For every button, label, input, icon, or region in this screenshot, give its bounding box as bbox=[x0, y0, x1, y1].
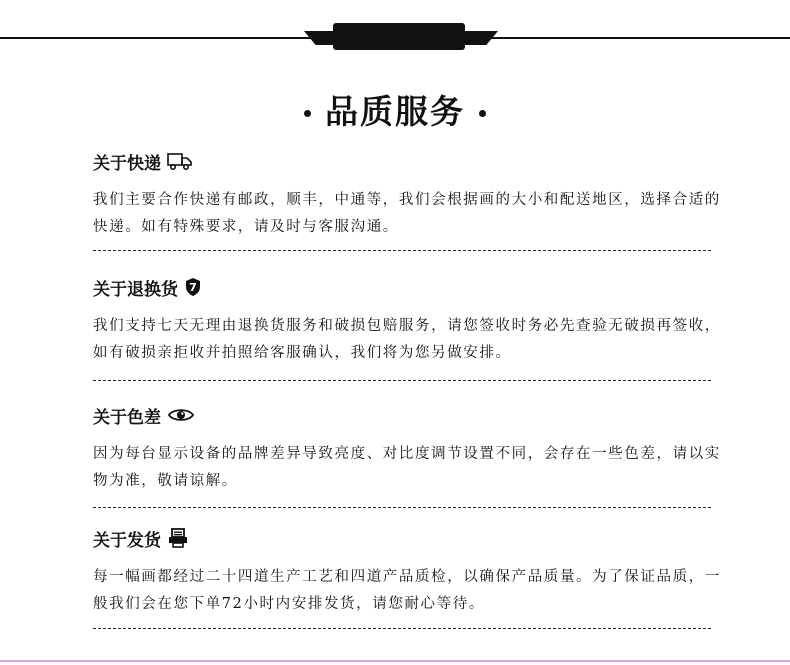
page-title bbox=[0, 86, 790, 133]
section-heading-text: 关于色差 bbox=[93, 407, 161, 428]
title-dot-left bbox=[304, 110, 311, 117]
section-heading bbox=[93, 149, 713, 173]
section-shipping bbox=[93, 149, 721, 241]
section-heading-text: 关于退换货 bbox=[93, 279, 178, 300]
section-divider bbox=[93, 507, 711, 508]
section-delivery bbox=[93, 526, 721, 618]
header-tab-cap bbox=[333, 23, 465, 50]
section-divider bbox=[93, 628, 711, 629]
section-heading bbox=[93, 526, 713, 550]
eye-icon bbox=[167, 406, 195, 424]
truck-icon bbox=[167, 151, 193, 171]
section-body: 我们主要合作快递有邮政，顺丰，中通等，我们会根据画的大小和配送地区，选择合适的快递。如有特殊要求，请及时与客服沟通。 bbox=[93, 192, 721, 235]
printer-icon bbox=[167, 528, 189, 548]
section-heading-text: 关于发货 bbox=[93, 530, 161, 551]
section-returns bbox=[93, 275, 721, 367]
section-heading-text: 关于快递 bbox=[93, 153, 161, 174]
section-body: 我们支持七天无理由退换货服务和破损包赔服务，请您签收时务必先查验无破损再签收，如有破损亲拒收并拍照给客服确认，我们将为您另做安排。 bbox=[93, 318, 721, 361]
section-heading bbox=[93, 275, 713, 299]
section-body: 每一幅画都经过二十四道生产工艺和四道产品质检，以确保产品质量。为了保证品质，一般我们会在您下单72小时内安排发货，请您耐心等待。 bbox=[93, 569, 721, 612]
page-title-text: 品质服务 bbox=[325, 92, 465, 131]
section-color-difference bbox=[93, 403, 721, 495]
section-divider bbox=[93, 250, 711, 251]
section-body: 因为每台显示设备的品牌差异导致亮度、对比度调节设置不同，会存在一些色差，请以实物为准，敬请谅解。 bbox=[93, 446, 721, 489]
section-divider bbox=[93, 380, 711, 381]
shield-seven-icon bbox=[184, 277, 202, 297]
shield-seven-icon-text: 7 bbox=[189, 281, 197, 294]
bottom-rule bbox=[0, 660, 790, 662]
title-dot-right bbox=[479, 110, 486, 117]
section-heading bbox=[93, 403, 713, 427]
